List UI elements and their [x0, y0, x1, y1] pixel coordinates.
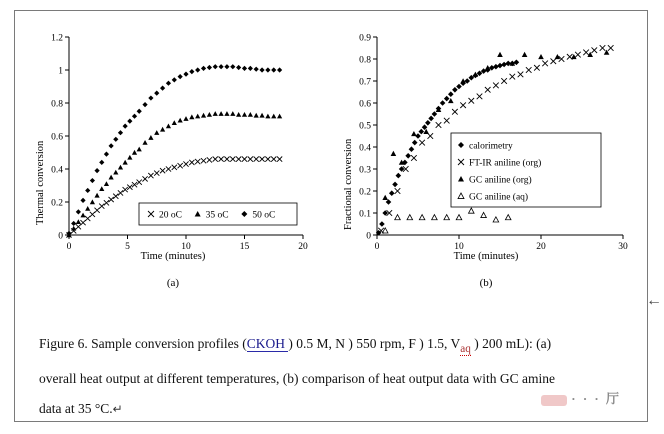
caption-subscript: aq — [460, 342, 471, 355]
svg-text:0.2: 0.2 — [359, 187, 371, 198]
svg-text:0.4: 0.4 — [359, 143, 371, 154]
chart-a — [23, 25, 323, 289]
caption-line-3-text: data at 35 °C. — [39, 400, 113, 416]
caption-line-1 — [39, 329, 629, 364]
svg-text:15: 15 — [239, 242, 250, 252]
svg-text:0: 0 — [58, 231, 63, 242]
chart-b-plot — [333, 25, 639, 275]
pilcrow-mark: ↵ — [112, 401, 123, 416]
chart-b — [333, 25, 639, 289]
svg-text:0.6: 0.6 — [359, 99, 371, 110]
svg-text:35 oC: 35 oC — [205, 210, 229, 221]
svg-text:20: 20 — [536, 242, 546, 252]
svg-text:0.1: 0.1 — [359, 209, 371, 220]
svg-text:5: 5 — [125, 242, 130, 252]
svg-text:GC aniline (org): GC aniline (org) — [469, 175, 532, 186]
svg-text:0.8: 0.8 — [51, 99, 63, 110]
svg-text:0.6: 0.6 — [51, 132, 63, 143]
caption-part-2: ) 0.5 M, N ) 550 rpm, F ) 1.5, V — [288, 336, 461, 351]
svg-text:0: 0 — [66, 242, 72, 252]
chart-a-plot — [23, 25, 323, 275]
svg-text:20: 20 — [298, 242, 308, 252]
svg-text:0.7: 0.7 — [359, 77, 371, 88]
chart-a-label: (a) — [166, 277, 180, 289]
return-arrow-icon: ← — [646, 292, 662, 309]
svg-text:10: 10 — [454, 242, 464, 252]
svg-text:0.8: 0.8 — [359, 55, 371, 66]
chart-a-svg — [23, 25, 323, 275]
svg-text:calorimetry: calorimetry — [469, 141, 513, 152]
svg-text:30: 30 — [618, 242, 628, 252]
chart-b-label: (b) — [479, 277, 493, 289]
chart-b-ylabel: Fractional conversion — [343, 138, 354, 230]
svg-text:0.5: 0.5 — [359, 121, 371, 132]
chart-b-svg — [333, 25, 639, 275]
chart-a-ylabel: Thermal conversion — [35, 140, 46, 225]
svg-text:0: 0 — [374, 242, 380, 252]
caption-part-3: ) 200 mL): (a) — [470, 336, 552, 351]
caption-underlined-term: CKOH — [246, 336, 289, 351]
figures-row — [15, 11, 649, 301]
svg-text:50 oC: 50 oC — [252, 210, 276, 221]
svg-text:0.9: 0.9 — [359, 33, 371, 44]
svg-text:1.2: 1.2 — [51, 33, 63, 44]
caption-part-1: Figure 6. Sample conversion profiles ( — [39, 336, 247, 351]
svg-text:1: 1 — [58, 66, 63, 77]
svg-text:0.2: 0.2 — [51, 198, 63, 209]
watermark-text: · · · 厅 — [571, 391, 621, 406]
document-frame — [14, 10, 648, 422]
svg-text:0.3: 0.3 — [359, 165, 371, 176]
chart-a-xlabel: Time (minutes) — [140, 251, 206, 262]
svg-text:0.4: 0.4 — [51, 165, 63, 176]
chart-b-xlabel: Time (minutes) — [453, 251, 519, 262]
caption-line-2: overall heat output at different temperatures, (b) comparison of heat output data with GC amine — [39, 370, 555, 386]
watermark-blob — [541, 395, 567, 406]
svg-text:FT-IR aniline (org): FT-IR aniline (org) — [469, 158, 542, 169]
svg-text:20 oC: 20 oC — [159, 210, 182, 221]
watermark — [541, 388, 621, 407]
svg-text:10: 10 — [181, 242, 191, 252]
svg-text:0: 0 — [366, 231, 371, 242]
svg-text:GC aniline (aq): GC aniline (aq) — [469, 192, 529, 203]
figure-caption — [39, 329, 629, 424]
